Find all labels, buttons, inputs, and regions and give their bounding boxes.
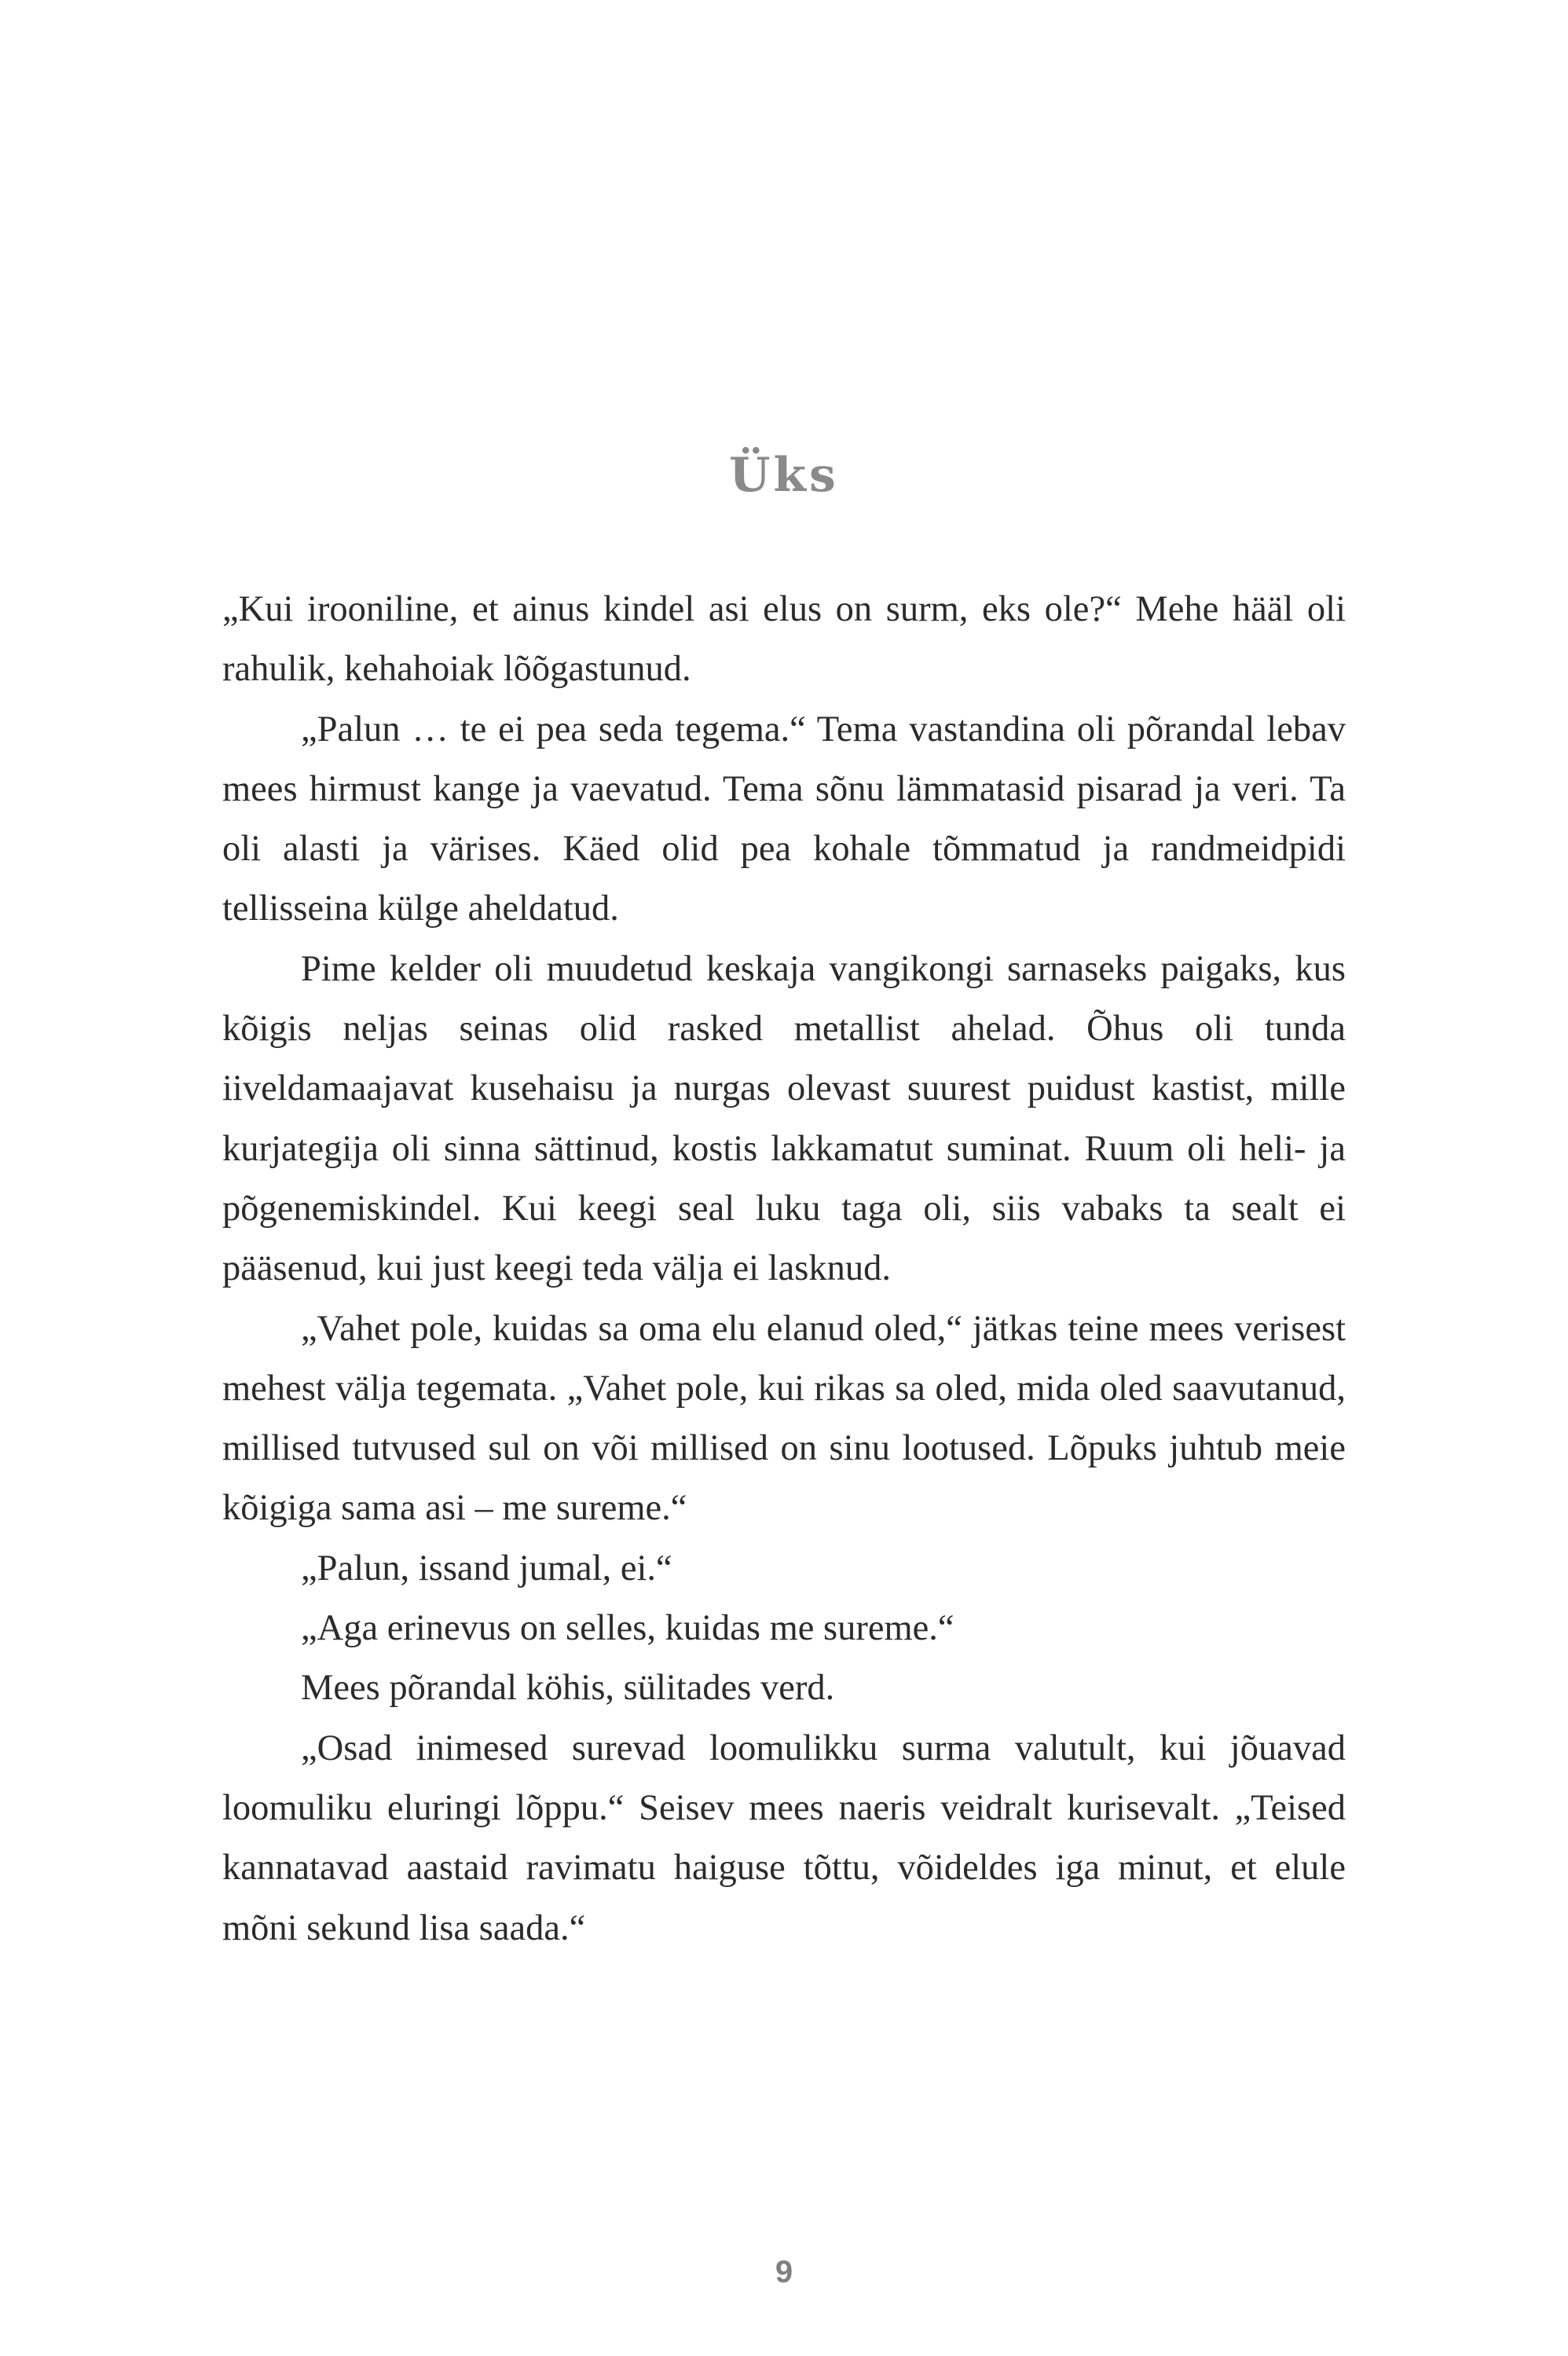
paragraph-7: Mees põrandal köhis, sülitades verd. [301,1668,835,1709]
paragraph-5: „Palun, issand jumal, ei.“ [301,1548,672,1588]
paragraph-4: „Vahet pole, kuidas sa oma elu elanud oled,“ jätkas teine mees verisest mehest välja tegemata. „Vahet pole, kui rikas sa oled, mida oled saavutanud, millised tutvused sul on või millised on sinu lootused. Lõpuks juhtub meie kõigiga sama asi – me sureme.“ [222,1308,1346,1529]
paragraph-8: „Osad inimesed surevad loomulikku surma valutult, kui jõuavad loomuliku eluringi lõppu.“ Seisev mees naeris veidralt kurisevalt. „Teised kannatavad aastaid ravimatu haiguse tõttu, võideldes iga minut, et elule mõni sekund lisa saada.“ [222,1728,1346,1948]
paragraph-6: „Aga erinevus on selles, kuidas me sureme.“ [301,1608,954,1649]
chapter-body [222,580,1346,1958]
paragraph-2: „Palun … te ei pea seda tegema.“ Tema vastandina oli põrandal lebav mees hirmust kange ja vaevatud. Tema sõnu lämmatasid pisarad ja veri. Ta oli alasti ja värises. Käed olid pea kohale tõmmatud ja randmeidpidi tellisseina külge aheldatud. [222,709,1346,929]
page-number: 9 [775,2255,793,2289]
paragraph-3: Pime kelder oli muudetud keskaja vangikongi sarnaseks paigaks, kus kõigis neljas seinas olid rasked metallist ahelad. Õhus oli tunda iiveldamaajavat kusehaisu ja nurgas olevast suurest puidust kastist, mille kurjategija oli sinna sättinud, kostis lakkamatut suminat. Ruum oli heli- ja põgenemiskindel. Kui keegi seal luku taga oli, siis vabaks ta sealt ei pääsenud, kui just keegi teda välja ei lasknud. [222,948,1346,1289]
paragraph-1: „Kui irooniline, et ainus kindel asi elus on surm, eks ole?“ Mehe hääl oli rahulik, kehahoiak lõõgastunud. [222,589,1346,690]
chapter-title: Üks [729,448,839,503]
